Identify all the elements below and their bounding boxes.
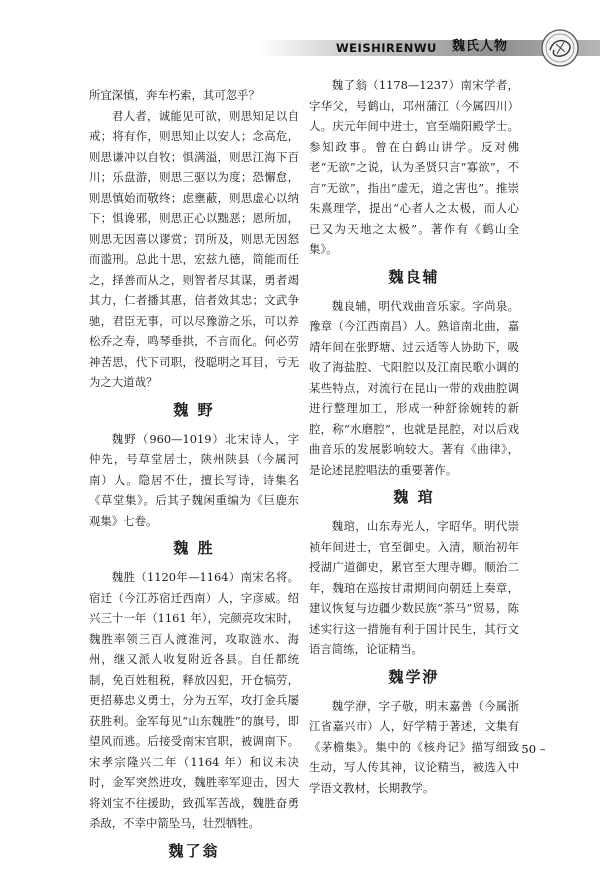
page-number: – 50 –	[512, 742, 546, 756]
section-heading-weiliaoweng: 魏了翁	[168, 841, 220, 860]
section-heading-weisheng: 魏 胜	[173, 539, 215, 557]
section-heading-weiliangfu: 魏良辅	[388, 267, 440, 286]
left-column	[89, 85, 299, 870]
running-header	[0, 28, 600, 68]
preceding-text-line: 所宜深慎，奔车朽索，其可忽乎？	[89, 88, 260, 102]
header-chinese-title: 魏氏人物	[452, 39, 509, 54]
section-body-weiye: 魏野（960—1019）北宋诗人，字仲先，号草堂居士，陕州陕县（今属河南）人。隐居不仕，擅长写诗，诗集名《草堂集》。后其子魏闲重编为《巨鹿东观集》七卷。	[89, 431, 299, 528]
section-body-weiliangfu: 魏良辅，明代戏曲音乐家。字尚泉。豫章（今江西南昌）人。熟谙南北曲，嘉靖年间在张野塘、过云适等人协助下，吸收了海盐腔、弋阳腔以及江南民歌小调的某些特点，对流行在昆山一带的戏曲腔调进行整理加工，形成一种舒徐婉转的新腔，称“水磨腔”，也就是昆腔，对以后戏曲音乐的发展影响较大。著有《曲律》，是论述昆腔唱法的重要著作。	[309, 298, 519, 477]
right-column	[309, 75, 519, 798]
section-body-weixuequ: 魏学洢，字子敬，明末嘉善（今属浙江省嘉兴市）人，好学精于著述，文集有《茅檐集》。集中的《核舟记》描写细致生动，写人传其神，议论精当，被选入中学语文教材，长期教学。	[309, 698, 519, 795]
section-heading-weixuequ: 魏学洢	[388, 667, 440, 686]
section-heading-weicong: 魏 琯	[393, 488, 435, 506]
header-english-title: WEISHIRENWU	[336, 41, 437, 55]
section-heading-weiye: 魏 野	[173, 400, 215, 419]
seal-logo-icon	[538, 28, 582, 68]
section-body-weicong: 魏琯，山东寿光人，字昭华。明代崇祯年间进士，官至御史。入清，顺治初年授湖广道御史，累官至大理寺卿。顺治二年，魏琯在巡按甘肃期间向朝廷上奏章，建议恢复与边疆少数民族“茶马”贸易，陈述实行这一措施有利于国计民生，其行文语言简练，论证精当。	[309, 519, 519, 656]
preceding-text-paragraph: 君人者，诚能见可欲，则思知足以自戒；将有作，则思知止以安人；念高危，则思谦冲以自牧；惧满溢，则思江海下百川；乐盘游，则思三驱以为度；恐懈怠，则思慎始而敬终；虑壅蔽，则思虚心以纳下；惧谗邪，则思正心以黜恶；恩所加，则思无因喜以谬赏；罚所及，则思无因怒而滥刑。总此十思，宏兹九德，简能而任之，择善而从之，则智者尽其谋，勇者竭其力，仁者播其惠，信者效其忠；文武争驰，君臣无事，可以尽豫游之乐，可以养松乔之寿，鸣琴垂拱，不言而化。何必劳神苦思，代下司职，役聪明之耳目，亏无为之大道哉？	[89, 108, 299, 389]
section-body-weiliaoweng: 魏了翁（1178—1237）南宋学者，字华父，号鹤山，邛州蒲江（今属四川）人。庆元年间中进士，官至端阳殿学士。参知政事。曾在白鹤山讲学。反对佛老“无欲”之说，认为圣贤只言“寡欲”，不言“无欲”，指出“虚无，道之害也”。推崇朱熹理学，提出“心者人之太极，而人心已又为天地之太极”。著作有《鹤山全集》。	[309, 78, 519, 256]
section-body-weisheng: 魏胜（1120年—1164）南宋名将。宿迁（今江苏宿迁西南）人，字彦威。绍兴三十一年（1161 年），完颜亮攻宋时，魏胜率领三百人渡淮河，攻取涟水、海州，继又派人收复附近各县。自任都统制，免百姓租税，释放囚犯，开仓犒劳，更招募忠义勇士，分为五军，攻打金兵屡获胜利。金军每见“山东魏胜”的旗号，即望风而逃。后接受南宋官职，被调南下。宋孝宗隆兴二年（1164 年）和议未决时，金军突然进攻，魏胜率军迎击，因大将刘宝不往援助，致孤军苦战，魏胜奋勇杀敌，不幸中箭坠马，壮烈牺牲。	[89, 570, 299, 830]
